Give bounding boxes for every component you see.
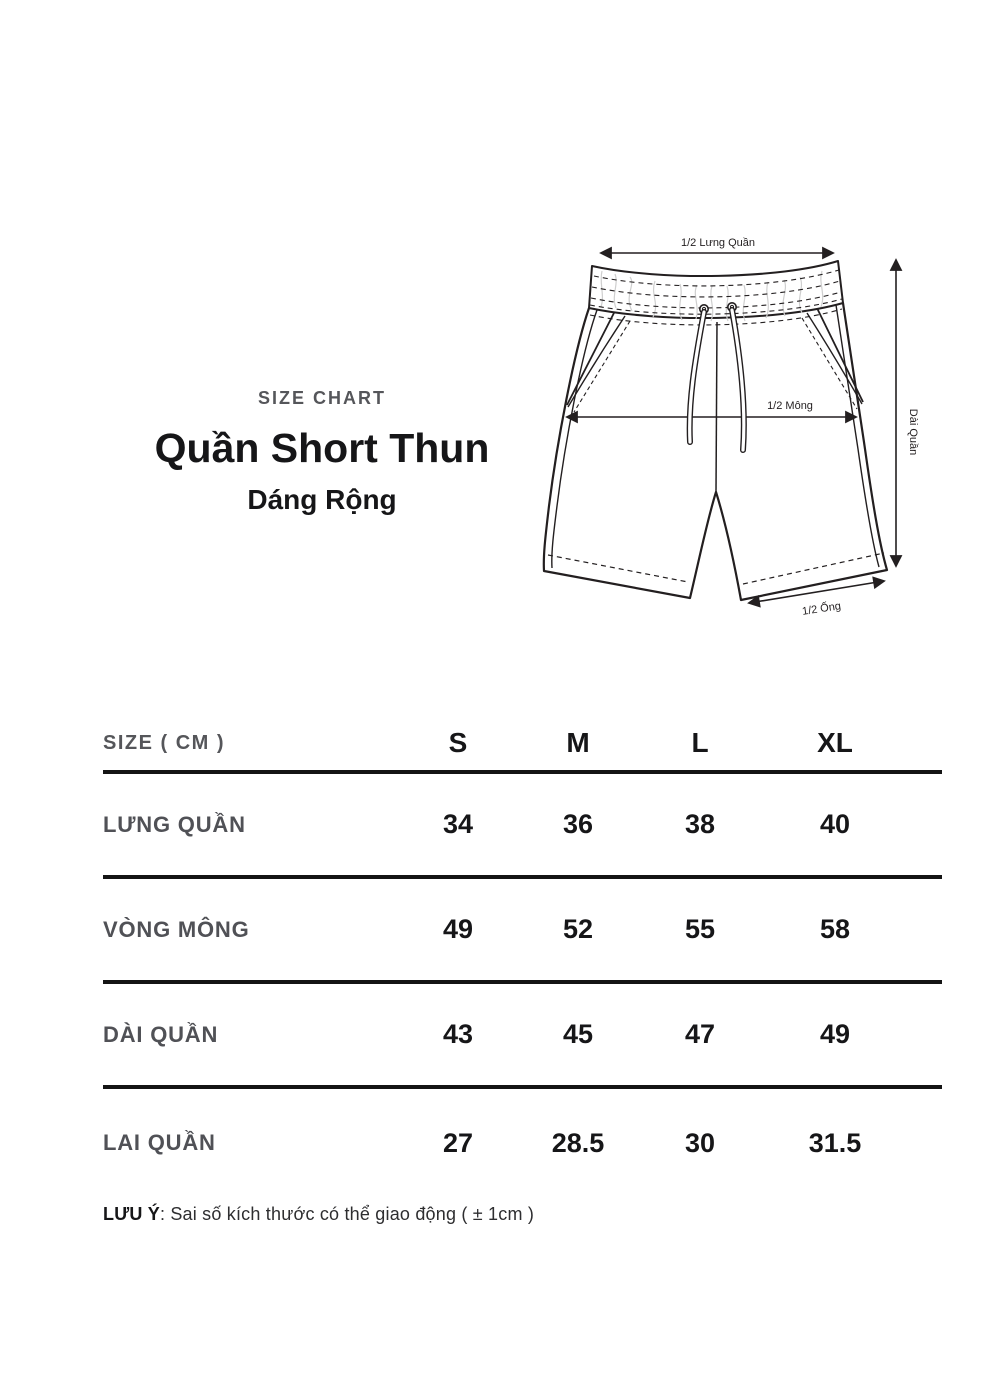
value-l: 55 xyxy=(684,914,716,944)
value-m: 52 xyxy=(562,914,594,944)
value-m: 28.5 xyxy=(551,1127,605,1158)
half-hip-label: 1/2 Mông xyxy=(767,400,813,412)
value-s: 49 xyxy=(442,914,474,944)
value-xl: 49 xyxy=(819,1019,851,1049)
value-s: 43 xyxy=(442,1019,474,1049)
size-column-s: S xyxy=(448,727,468,758)
value-m: 36 xyxy=(562,809,594,839)
tolerance-note-text: : Sai số kích thước có thể giao động ( ± 1cm ) xyxy=(159,1204,535,1224)
table-row-length xyxy=(103,984,942,1089)
table-row-waist xyxy=(103,774,942,879)
product-title: Quần Short Thun xyxy=(154,425,490,471)
value-s: 27 xyxy=(442,1127,474,1158)
title-block xyxy=(122,388,522,516)
waistband xyxy=(589,261,843,318)
unit-header: SIZE ( CM ) xyxy=(103,731,226,754)
value-m: 45 xyxy=(562,1019,594,1049)
half-leg-label: 1/2 Ống xyxy=(801,600,842,618)
table-row-hem xyxy=(103,1089,942,1197)
length-label: Dài Quần xyxy=(907,408,919,456)
size-column-l: L xyxy=(691,727,709,758)
size-chart-heading: SIZE CHART xyxy=(258,388,386,408)
shorts-drawing xyxy=(528,220,944,636)
value-l: 47 xyxy=(684,1019,716,1049)
row-label: VÒNG MÔNG xyxy=(103,916,250,942)
value-xl: 40 xyxy=(819,809,851,839)
size-table xyxy=(103,716,942,1197)
value-l: 30 xyxy=(684,1127,716,1158)
value-l: 38 xyxy=(684,809,716,839)
tolerance-note xyxy=(103,1204,534,1225)
shorts-technical-diagram xyxy=(528,220,944,636)
row-label: LƯNG QUẦN xyxy=(103,811,246,837)
row-label: LAI QUẦN xyxy=(103,1130,216,1155)
center-front-seam xyxy=(716,322,717,492)
table-row-hip xyxy=(103,879,942,984)
size-column-m: M xyxy=(566,727,590,758)
fit-subtitle: Dáng Rộng xyxy=(247,484,397,515)
tolerance-note-bold: LƯU Ý xyxy=(103,1204,160,1224)
half-waist-label: 1/2 Lưng Quần xyxy=(680,237,756,249)
size-column-xl: XL xyxy=(817,727,853,758)
table-header-row xyxy=(103,716,942,774)
value-s: 34 xyxy=(442,809,474,839)
value-xl: 31.5 xyxy=(808,1127,862,1158)
row-label: DÀI QUẦN xyxy=(103,1021,219,1047)
value-xl: 58 xyxy=(819,914,851,944)
